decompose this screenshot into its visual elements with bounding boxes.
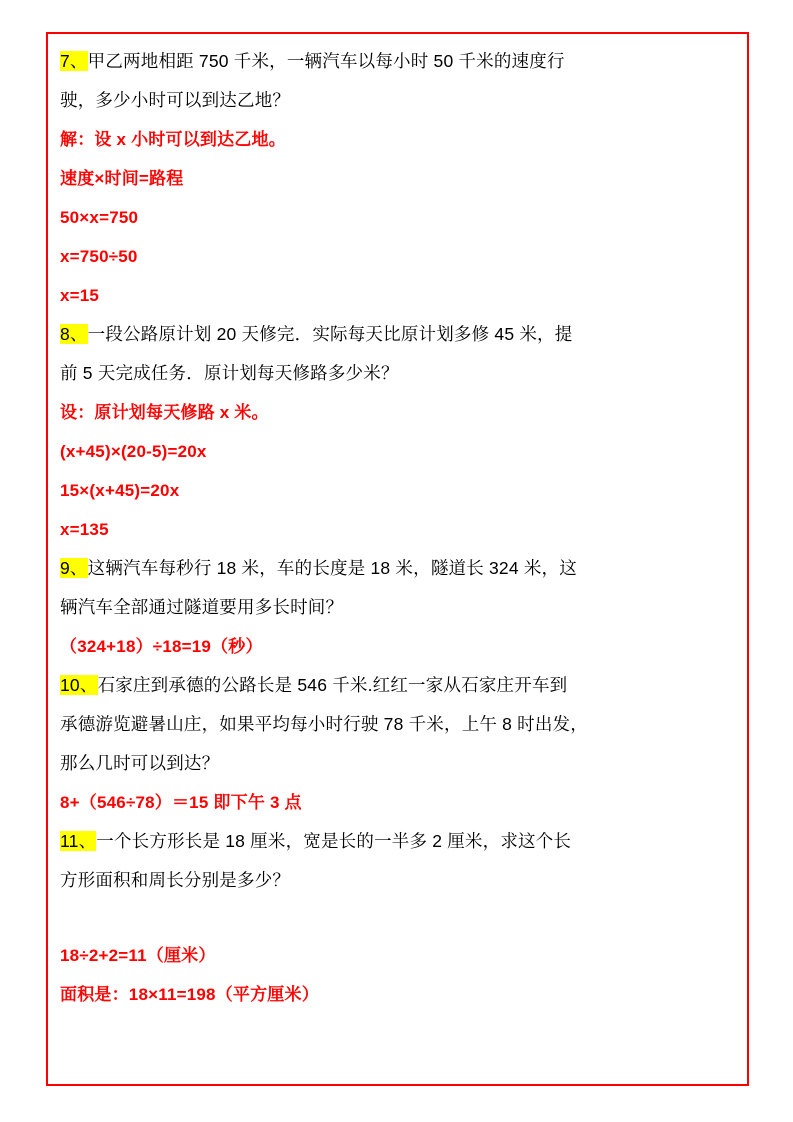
problem-11-question-line-2: 方形面积和周长分别是多少？ [60,870,291,890]
problem-10-question-line-1 [60,666,726,705]
blank-work-space [60,900,726,936]
problem-10-question-line-2: 承德游览避暑山庄，如果平均每小时行驶 78 千米，上午 8 时出发， [60,714,588,734]
problem-8-question-line-1 [60,315,726,354]
problem-7-question-line-1 [60,42,726,81]
problem-10-answer-line-1: 8+（546÷78）＝15 即下午 3 点 [60,793,302,812]
problem-8-answer-line-3: 15×(x+45)=20x [60,481,180,500]
problem-8-question-line-2: 前 5 天完成任务．原计划每天修路多少米？ [60,363,399,383]
problem-11-answer-line-1: 18÷2+2=11（厘米） [60,946,216,965]
problem-11-question-line-1 [60,822,726,861]
problem-10-question-line-3: 那么几时可以到达？ [60,753,220,773]
problem-7-answer-line-4: x=750÷50 [60,247,138,266]
problem-7-number: 7、 [60,51,88,71]
problem-7-answer-line-3: 50×x=750 [60,208,139,227]
problem-8-text-1: 一段公路原计划 20 天修完．实际每天比原计划多修 45 米，提 [87,324,573,344]
problem-9-answer-line-1: （324+18）÷18=19（秒） [60,637,263,656]
problem-9-number: 9、 [60,558,88,578]
problem-7-answer-line-2: 速度×时间=路程 [60,169,184,188]
problem-7-answer-line-5: x=15 [60,286,100,305]
problem-9-question-line-1 [60,549,726,588]
problem-11-answer-line-2: 面积是：18×11=198（平方厘米） [60,985,319,1004]
problem-8-answer-line-1: 设：原计划每天修路 x 米。 [60,403,269,422]
problem-7-text-1: 甲乙两地相距 750 千米，一辆汽车以每小时 50 千米的速度行 [87,51,565,71]
problem-7-answer-line-1: 解：设 x 小时可以到达乙地。 [60,130,286,149]
problem-8-answer-line-4: x=135 [60,520,109,539]
problem-8-answer-line-2: (x+45)×(20-5)=20x [60,442,207,461]
problem-list [60,42,736,1014]
problem-11-number: 11、 [60,831,97,851]
problem-9-question-line-2: 辆汽车全部通过隧道要用多长时间？ [60,597,344,617]
problem-10-text-1: 石家庄到承德的公路长是 546 千米.红红一家从石家庄开车到 [97,675,568,695]
problem-7-question-line-2: 驶，多少小时可以到达乙地？ [60,90,291,110]
problem-9-text-1: 这辆汽车每秒行 18 米，车的长度是 18 米，隧道长 324 米，这 [87,558,577,578]
problem-10-number: 10、 [60,675,98,695]
problem-11-text-1: 一个长方形长是 18 厘米，宽是长的一半多 2 厘米，求这个长 [96,831,572,851]
problem-8-number: 8、 [60,324,88,344]
